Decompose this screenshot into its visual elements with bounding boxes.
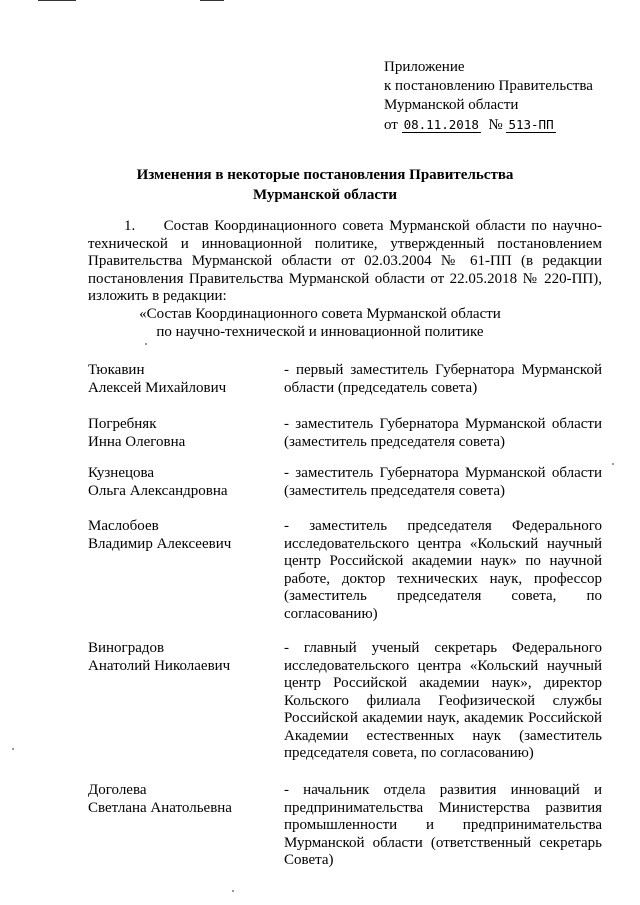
- header-decree-ref: к постановлению Правительства: [384, 78, 593, 94]
- subtitle-line-2: по научно-технической и инновационной политике: [156, 324, 484, 340]
- member-given-names: Владимир Алексеевич: [88, 535, 232, 552]
- member-given-names: Ольга Александровна: [88, 482, 228, 499]
- item-1-text: 1. Состав Координационного совета Мурманской области по научно-технической и инновационной политике, утвержденный постановлением Правительства Мурманской области от 02.03.2004 № 61-ПП (в редакции постановления Правительства Мурманской области от 22.05.2018 № 220-ПП), изложить в редакции:: [88, 218, 602, 304]
- date-prefix: от: [384, 117, 398, 133]
- member-name: [88, 640, 278, 675]
- decree-number: 513-ПП: [508, 117, 554, 132]
- member-name: [88, 518, 278, 553]
- scan-speck: [12, 748, 14, 750]
- header-date-line: [384, 115, 624, 134]
- member-surname: Доголева: [88, 782, 147, 798]
- member-given-names: Анатолий Николаевич: [88, 657, 231, 674]
- document-title: [100, 165, 550, 205]
- scan-speck: [145, 343, 147, 345]
- approval-header: [384, 58, 624, 134]
- member-name: [88, 416, 278, 451]
- member-surname: Виноградов: [88, 640, 165, 656]
- member-surname: Кузнецова: [88, 465, 155, 481]
- scan-mark-left: [38, 0, 76, 1]
- member-name: [88, 362, 278, 397]
- subtitle-line-1: «Состав Координационного совета Мурманской области: [139, 306, 501, 322]
- member-role: - начальник отдела развития инноваций и предпринимательства Министерства развития промышленности и предпринимательства Мурманской области (ответственный секретарь Совета): [284, 782, 602, 868]
- scan-speck: [612, 463, 614, 465]
- member-given-names: Светлана Анатольевна: [88, 799, 232, 816]
- member-name: [88, 782, 278, 817]
- number-prefix: №: [488, 117, 503, 133]
- header-appendix-label: Приложение: [384, 59, 465, 75]
- scan-mark-right: [200, 0, 224, 1]
- scan-speck: [232, 890, 234, 892]
- member-role: - заместитель Губернатора Мурманской области (заместитель председателя совета): [284, 465, 602, 499]
- title-line-1: Изменения в некоторые постановления Правительства: [136, 167, 514, 183]
- council-composition-heading: [120, 305, 520, 341]
- decree-date: 08.11.2018: [403, 117, 479, 132]
- member-role: - заместитель председателя Федерального исследовательского центра «Кольский научный центр Российской академии наук» по научной работе, доктор технических наук, профессор (заместитель председателя совета, по согласованию): [284, 518, 602, 622]
- member-surname: Маслобоев: [88, 518, 159, 534]
- member-role: - заместитель Губернатора Мурманской области (заместитель председателя совета): [284, 416, 602, 450]
- item-1-paragraph: [88, 218, 602, 306]
- header-region: Мурманской области: [384, 97, 519, 113]
- title-line-2: Мурманской области: [252, 187, 398, 203]
- member-surname: Погребняк: [88, 416, 157, 432]
- member-name: [88, 465, 278, 500]
- member-given-names: Инна Олеговна: [88, 433, 186, 450]
- member-surname: Тюкавин: [88, 362, 145, 378]
- member-role: - первый заместитель Губернатора Мурманской области (председатель совета): [284, 362, 602, 396]
- member-given-names: Алексей Михайлович: [88, 379, 227, 396]
- member-role: - главный ученый секретарь Федерального исследовательского центра «Кольский научный центр Российской академии наук», директор Кольского филиала Геофизической службы Российской академии наук, академик Российской Академии естественных наук (заместитель председателя совета, по согласованию): [284, 640, 602, 761]
